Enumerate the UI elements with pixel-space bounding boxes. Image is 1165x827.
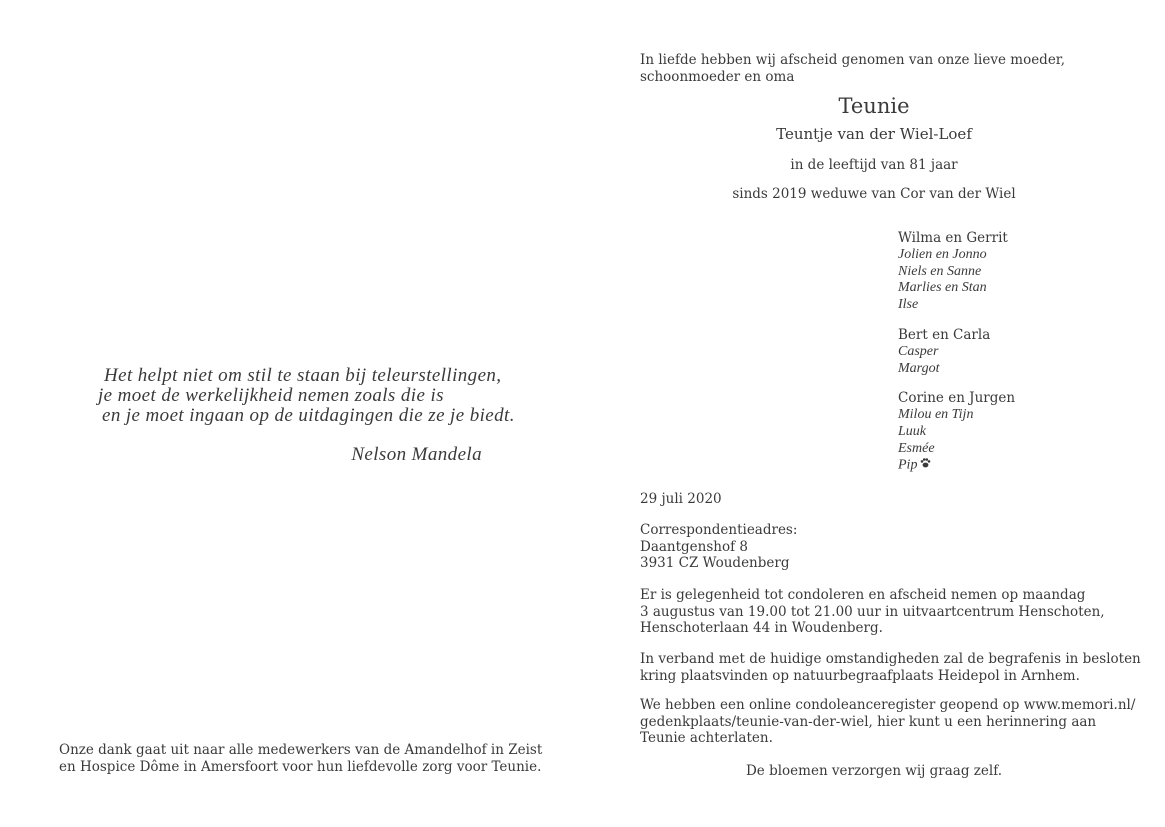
notice-date: 29 juli 2020 xyxy=(640,491,722,507)
family-child: Jolien en Jonno xyxy=(898,247,987,262)
online-line: gedenkplaats/teunie-van-der-wiel, hier kunt u een herinnering aan xyxy=(640,713,1097,730)
family-child: Esmée xyxy=(898,440,935,456)
quote-line: je moet de werkelijkheid nemen zoals die is xyxy=(98,385,444,406)
thanks-line: Onze dank gaat uit naar alle medewerkers van de Amandelhof in Zeist xyxy=(59,742,543,758)
thanks-line: en Hospice Dôme in Amersfoort voor hun liefdevolle zorg voor Teunie. xyxy=(59,758,542,775)
burial-line: In verband met de huidige omstandigheden zal de begrafenis in besloten xyxy=(640,651,1141,667)
family-list xyxy=(898,230,1015,488)
pet-name: Pip xyxy=(898,457,918,473)
family-child: Milou en Tijn xyxy=(898,407,974,423)
visit-line: 3 augustus van 19.00 tot 21.00 uur in uitvaartcentrum Henschoten, xyxy=(640,603,1105,620)
correspondence-address xyxy=(640,522,797,572)
family-parents: Corine en Jurgen xyxy=(898,390,1016,407)
family-child: Margot xyxy=(898,360,940,376)
intro-line: In liefde hebben wij afscheid genomen van onze lieve moeder, xyxy=(640,52,1066,68)
family-child: Niels en Sanne xyxy=(898,263,982,279)
thanks-note xyxy=(59,742,542,775)
family-parents: Wilma en Gerrit xyxy=(898,230,1008,246)
online-line: We hebben een online condoleanceregister geopend op www.memori.nl/ xyxy=(640,697,1136,713)
visit-line: Er is gelegenheid tot condoleren en afscheid nemen op maandag xyxy=(640,587,1086,603)
family-group xyxy=(898,390,1015,474)
intro-line: schoonmoeder en oma xyxy=(640,68,795,85)
family-group xyxy=(898,327,1015,377)
family-parents: Bert en Carla xyxy=(898,326,991,343)
quote-author: Nelson Mandela xyxy=(351,444,482,465)
burial-info xyxy=(640,651,1141,684)
widow-line: sinds 2019 weduwe van Cor van der Wiel xyxy=(732,186,1016,202)
burial-line: kring plaatsvinden op natuurbegraafplaats Heidepol in Arnhem. xyxy=(640,667,1080,684)
deceased-name: Teunie xyxy=(838,94,910,118)
visitation-info xyxy=(640,587,1105,637)
quote-block xyxy=(98,365,515,466)
visit-line: Henschoterlaan 44 in Woudenberg. xyxy=(640,620,883,636)
family-child: Casper xyxy=(898,343,939,359)
family-child-pet xyxy=(898,457,1015,474)
quote-line: Het helpt niet om stil te staan bij teleurstellingen, xyxy=(104,365,502,386)
flowers-note: De bloemen verzorgen wij graag zelf. xyxy=(745,763,1003,779)
quote-line: en je moet ingaan op de uitdagingen die ze je biedt. xyxy=(102,405,515,426)
intro-text xyxy=(640,52,1065,85)
age-line: in de leeftijd van 81 jaar xyxy=(790,157,958,173)
family-child: Ilse xyxy=(898,297,919,313)
address-line: Correspondentieadres: xyxy=(640,522,798,538)
family-child: Luuk xyxy=(898,423,926,439)
address-line: Daantgenshof 8 xyxy=(640,538,748,555)
online-register-info xyxy=(640,697,1135,747)
online-line: Teunie achterlaten. xyxy=(640,730,773,746)
deceased-full-name: Teuntje van der Wiel-Loef xyxy=(776,125,972,143)
paw-icon xyxy=(920,457,931,474)
family-child: Marlies en Stan xyxy=(898,280,987,296)
address-line: 3931 CZ Woudenberg xyxy=(640,555,790,571)
family-group xyxy=(898,230,1015,314)
